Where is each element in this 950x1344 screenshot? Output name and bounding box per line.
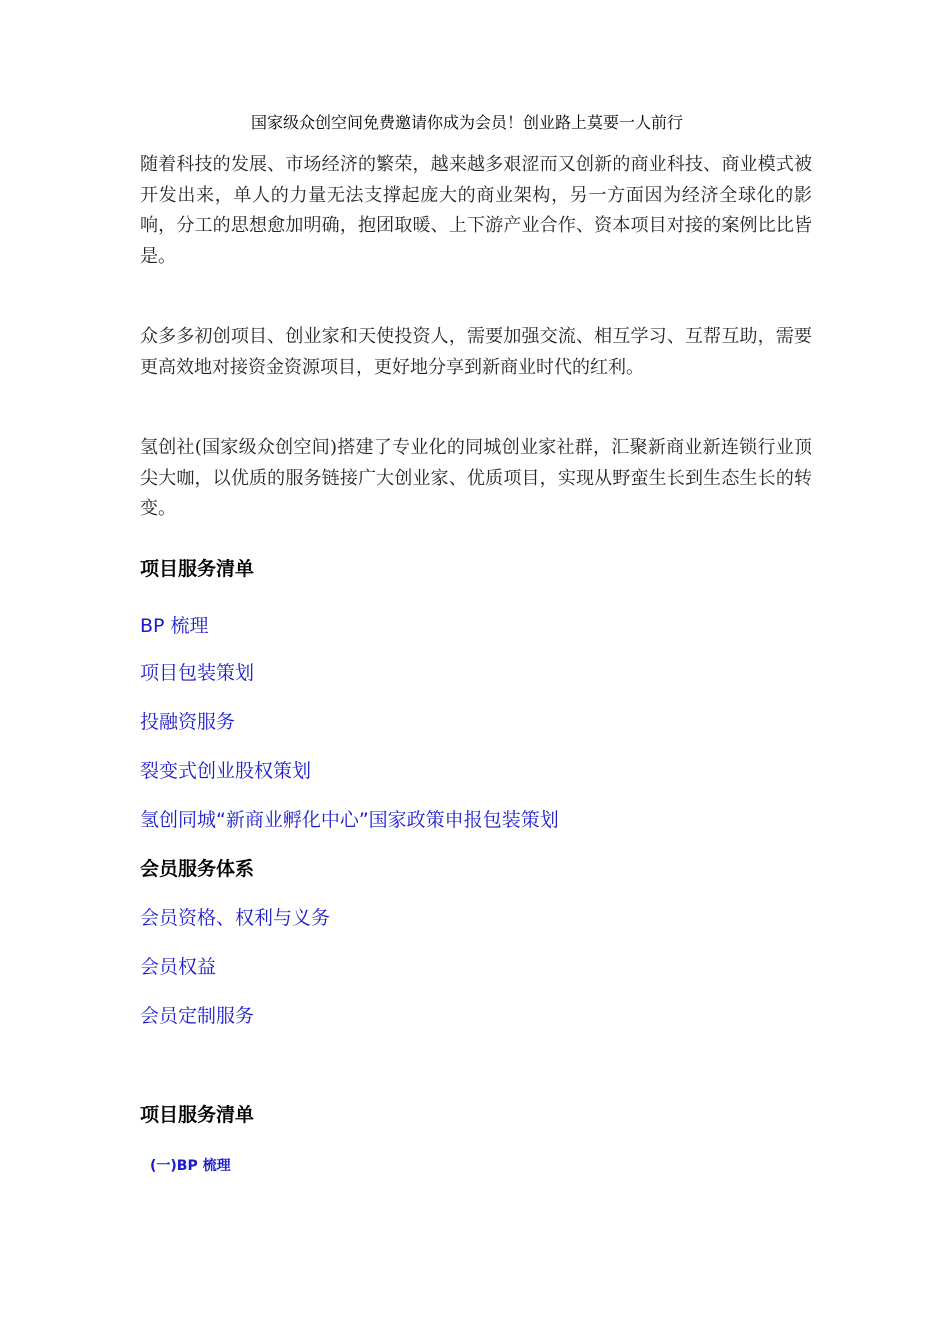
section-heading-project-services-2: 项目服务清单	[140, 1104, 255, 1126]
link-bp-review-subsection[interactable]: (一)BP 梳理	[150, 1158, 231, 1174]
section-heading-project-services: 项目服务清单	[140, 558, 255, 580]
link-membership-custom-services[interactable]: 会员定制服务	[140, 1005, 255, 1027]
link-membership-qualification[interactable]: 会员资格、权利与义务	[140, 907, 331, 929]
section-heading-membership: 会员服务体系	[140, 858, 255, 880]
platform-paragraph: 氢创社(国家级众创空间)搭建了专业化的同城创业家社群，汇聚新商业新连锁行业顶尖大咖，以优质的服务链接广大创业家、优质项目，实现从野蛮生长到生态生长的转变。	[140, 437, 812, 519]
community-paragraph: 众多多初创项目、创业家和天使投资人，需要加强交流、相互学习、互帮互助，需要更高效地对接资金资源项目，更好地分享到新商业时代的红利。	[140, 326, 812, 378]
link-equity-planning[interactable]: 裂变式创业股权策划	[140, 760, 312, 782]
link-bp-review[interactable]: BP 梳理	[140, 615, 209, 637]
link-project-packaging[interactable]: 项目包装策划	[140, 662, 255, 684]
link-membership-benefits[interactable]: 会员权益	[140, 956, 217, 978]
link-policy-application[interactable]: 氢创同城“新商业孵化中心”国家政策申报包装策划	[140, 809, 559, 831]
document-title: 国家级众创空间免费邀请你成为会员！创业路上莫要一人前行	[251, 113, 684, 132]
link-financing-services[interactable]: 投融资服务	[140, 711, 236, 733]
intro-paragraph: 随着科技的发展、市场经济的繁荣，越来越多艰涩而又创新的商业科技、商业模式被开发出来，单人的力量无法支撑起庞大的商业架构，另一方面因为经济全球化的影响，分工的思想愈加明确，抱团取暖、上下游产业合作、资本项目对接的案例比比皆是。	[140, 154, 812, 267]
